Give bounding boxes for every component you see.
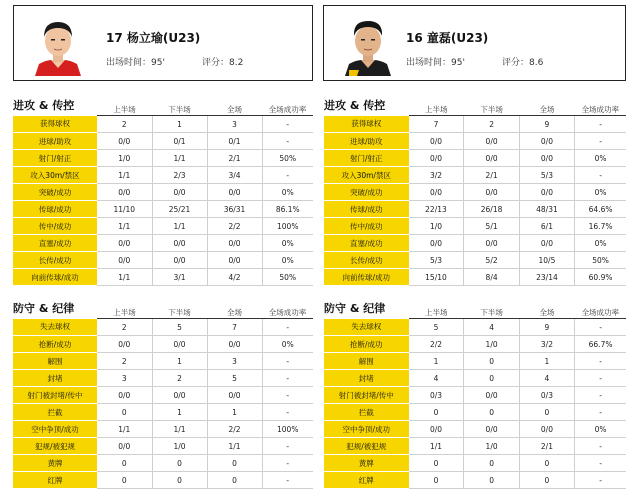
table-row [324, 133, 626, 150]
minutes-played: 出场时间：95' [406, 58, 465, 68]
stat-label: 空中争顶/成功 [324, 421, 409, 438]
stat-value: 5/3 [409, 252, 464, 269]
stat-value: 0 [519, 455, 574, 472]
stat-label: 传中/成功 [324, 218, 409, 235]
stat-value: 1/0 [464, 336, 519, 353]
table-row [324, 404, 626, 421]
table-row [13, 218, 313, 235]
stat-value: 0/1 [207, 133, 262, 150]
stat-value: 0/3 [519, 387, 574, 404]
stat-value: 0/3 [409, 387, 464, 404]
player-name: 16 童磊(U23) [406, 31, 489, 45]
stat-label: 突破/成功 [324, 184, 409, 201]
table-row [324, 235, 626, 252]
stat-value: 6/1 [519, 218, 574, 235]
table-row [324, 252, 626, 269]
stat-value: 0% [262, 184, 313, 201]
table-row [13, 167, 313, 184]
table-row [324, 201, 626, 218]
stat-value: 1 [152, 404, 207, 421]
column-header: 全场 [207, 103, 262, 116]
stat-value: 0/0 [152, 336, 207, 353]
table-row [13, 184, 313, 201]
stat-value: 0/0 [464, 421, 519, 438]
stat-value: 0 [409, 455, 464, 472]
header-empty-cell [324, 103, 409, 116]
stat-value: 9 [519, 319, 574, 336]
stat-value: 3/2 [519, 336, 574, 353]
stat-label: 拦截 [13, 404, 97, 421]
stat-value: 0 [519, 472, 574, 489]
stat-label: 直塞/成功 [324, 235, 409, 252]
stat-value: 22/13 [409, 201, 464, 218]
column-header: 全场成功率 [575, 103, 626, 116]
stat-label: 抢断/成功 [324, 336, 409, 353]
table-row [13, 455, 313, 472]
stat-value: 0/0 [519, 133, 574, 150]
stat-label: 向前传球/成功 [324, 269, 409, 286]
stat-label: 传中/成功 [13, 218, 97, 235]
stat-value: 0/0 [152, 235, 207, 252]
column-header: 下半场 [152, 103, 207, 116]
stat-label: 直塞/成功 [13, 235, 97, 252]
stat-label: 拦截 [324, 404, 409, 421]
table-row [324, 319, 626, 336]
column-header: 全场成功率 [262, 103, 313, 116]
stat-value: 2 [97, 353, 152, 370]
stat-value: 5/2 [464, 252, 519, 269]
stat-value: 2 [97, 319, 152, 336]
stat-value: - [262, 370, 313, 387]
stat-label: 向前传球/成功 [13, 269, 97, 286]
stat-value: 0/0 [409, 133, 464, 150]
table-row [13, 201, 313, 218]
table-header-row [13, 306, 313, 319]
stat-value: 1/0 [464, 438, 519, 455]
table-row [324, 184, 626, 201]
stat-value: 0 [97, 472, 152, 489]
stat-value: 1 [519, 353, 574, 370]
column-header: 上半场 [409, 306, 464, 319]
stat-value: 2/1 [464, 167, 519, 184]
table-row [13, 252, 313, 269]
stat-value: 1/1 [152, 150, 207, 167]
stat-value: 0/0 [207, 387, 262, 404]
stat-value: 2/2 [409, 336, 464, 353]
defense-stats-table [13, 306, 313, 489]
stat-label: 长传/成功 [13, 252, 97, 269]
table-row [13, 404, 313, 421]
stat-label: 射门/射正 [13, 150, 97, 167]
stat-value: 5 [207, 370, 262, 387]
stat-value: 1 [152, 116, 207, 133]
stat-value: 2 [97, 116, 152, 133]
table-row [13, 370, 313, 387]
stat-value: 2 [152, 370, 207, 387]
stat-value: - [262, 167, 313, 184]
stat-value: 5 [409, 319, 464, 336]
stat-value: 1/1 [97, 269, 152, 286]
stat-value: 15/10 [409, 269, 464, 286]
column-header: 全场 [519, 103, 574, 116]
stat-value: 0/0 [97, 438, 152, 455]
stat-value: - [575, 133, 626, 150]
table-row [324, 150, 626, 167]
stat-label: 抢断/成功 [13, 336, 97, 353]
stat-value: 4/2 [207, 269, 262, 286]
stat-value: 0 [464, 455, 519, 472]
stat-value: 0 [207, 455, 262, 472]
player-card-1 [13, 5, 313, 81]
header-empty-cell [13, 103, 97, 116]
stat-value: 11/10 [97, 201, 152, 218]
stat-label: 攻入30m/禁区 [13, 167, 97, 184]
stat-value: 50% [262, 150, 313, 167]
column-header: 上半场 [97, 306, 152, 319]
stat-value: - [262, 353, 313, 370]
stat-value: 1/0 [97, 150, 152, 167]
attack-section-title: 进攻 & 传控 [324, 99, 386, 112]
stat-value: - [262, 133, 313, 150]
stat-value: 0/0 [464, 184, 519, 201]
stat-value: 26/18 [464, 201, 519, 218]
stat-value: 0/0 [207, 235, 262, 252]
stat-value: 0 [464, 370, 519, 387]
table-row [324, 438, 626, 455]
stat-value: 2/3 [152, 167, 207, 184]
stat-value: 0 [464, 472, 519, 489]
table-row [324, 421, 626, 438]
stat-value: 5 [152, 319, 207, 336]
stat-value: - [575, 167, 626, 184]
table-row [13, 438, 313, 455]
table-row [13, 133, 313, 150]
stat-label: 失去球权 [324, 319, 409, 336]
stat-value: 3 [207, 353, 262, 370]
stat-value: 86.1% [262, 201, 313, 218]
table-row [324, 387, 626, 404]
stat-value: - [262, 438, 313, 455]
table-row [324, 353, 626, 370]
stat-label: 射门/射正 [324, 150, 409, 167]
player-rating: 评分：8.2 [202, 58, 244, 68]
stat-label: 解围 [324, 353, 409, 370]
stat-label: 封堵 [324, 370, 409, 387]
stat-value: 0/0 [97, 387, 152, 404]
stat-label: 犯规/被犯规 [324, 438, 409, 455]
stat-value: 0/0 [152, 387, 207, 404]
stat-value: 50% [262, 269, 313, 286]
defense-section-title: 防守 & 纪律 [324, 302, 386, 315]
stat-value: 0 [464, 404, 519, 421]
stat-value: 0 [409, 404, 464, 421]
stat-value: 1/1 [152, 421, 207, 438]
stat-value: 0/0 [464, 387, 519, 404]
stat-value: 0 [152, 472, 207, 489]
stat-value: 5/3 [519, 167, 574, 184]
stat-label: 黄牌 [13, 455, 97, 472]
stat-label: 失去球权 [13, 319, 97, 336]
stat-label: 犯规/被犯规 [13, 438, 97, 455]
column-header: 上半场 [97, 103, 152, 116]
stat-value: 0 [519, 404, 574, 421]
stat-value: 1 [409, 353, 464, 370]
stat-value: 0/0 [519, 184, 574, 201]
stat-value: - [575, 116, 626, 133]
table-row [13, 387, 313, 404]
stat-value: 16.7% [575, 218, 626, 235]
stat-value: 100% [262, 421, 313, 438]
table-row [324, 455, 626, 472]
stat-value: 0/0 [207, 252, 262, 269]
player-photo [339, 14, 397, 76]
stat-value: 9 [519, 116, 574, 133]
stat-value: 1/0 [152, 438, 207, 455]
stat-value: 0% [575, 421, 626, 438]
stat-value: 0 [152, 455, 207, 472]
stat-value: 1/1 [97, 167, 152, 184]
stat-value: - [262, 472, 313, 489]
stat-value: 0% [575, 150, 626, 167]
stat-value: 0/0 [409, 150, 464, 167]
stat-value: - [262, 404, 313, 421]
stat-value: 0/0 [519, 421, 574, 438]
stat-label: 突破/成功 [13, 184, 97, 201]
attack-stats-table [324, 103, 626, 286]
stat-value: 1/1 [409, 438, 464, 455]
stat-value: 2/1 [207, 150, 262, 167]
table-row [324, 116, 626, 133]
table-row [13, 336, 313, 353]
stat-value: 0/0 [152, 184, 207, 201]
defense-stats-table [324, 306, 626, 489]
stat-value: 1 [152, 353, 207, 370]
stat-value: 4 [409, 370, 464, 387]
stat-value: 10/5 [519, 252, 574, 269]
table-row [13, 235, 313, 252]
column-header: 下半场 [464, 306, 519, 319]
stat-label: 进球/助攻 [13, 133, 97, 150]
stat-value: - [575, 472, 626, 489]
attack-section-title: 进攻 & 传控 [13, 99, 75, 112]
stat-value: 48/31 [519, 201, 574, 218]
table-row [13, 116, 313, 133]
table-header-row [324, 306, 626, 319]
stat-value: 3/4 [207, 167, 262, 184]
stat-value: 66.7% [575, 336, 626, 353]
stat-value: 2/2 [207, 218, 262, 235]
stat-value: 0/0 [97, 252, 152, 269]
stat-value: 23/14 [519, 269, 574, 286]
stat-value: 0/0 [519, 150, 574, 167]
stat-value: 0/0 [409, 184, 464, 201]
table-header-row [13, 103, 313, 116]
player-name: 17 杨立瑜(U23) [106, 31, 201, 45]
stat-label: 获得球权 [13, 116, 97, 133]
player-card-2 [323, 5, 626, 81]
stat-value: - [262, 455, 313, 472]
stat-value: - [575, 370, 626, 387]
stat-value: 0 [464, 353, 519, 370]
column-header: 全场成功率 [575, 306, 626, 319]
table-row [324, 370, 626, 387]
stat-value: - [262, 116, 313, 133]
column-header: 全场 [519, 306, 574, 319]
stat-value: 1/1 [97, 421, 152, 438]
stat-value: 3 [207, 116, 262, 133]
stat-label: 红牌 [13, 472, 97, 489]
stat-value: 3/1 [152, 269, 207, 286]
stat-value: 64.6% [575, 201, 626, 218]
stat-label: 射门被封堵/传中 [13, 387, 97, 404]
stat-value: 2 [464, 116, 519, 133]
table-row [13, 319, 313, 336]
table-row [13, 472, 313, 489]
stat-value: 0% [262, 252, 313, 269]
stat-value: - [575, 319, 626, 336]
stat-label: 获得球权 [324, 116, 409, 133]
stat-value: - [575, 387, 626, 404]
stat-value: 4 [464, 319, 519, 336]
stat-label: 红牌 [324, 472, 409, 489]
stat-value: 60.9% [575, 269, 626, 286]
player-rating: 评分：8.6 [502, 58, 544, 68]
header-empty-cell [13, 306, 97, 319]
stat-label: 攻入30m/禁区 [324, 167, 409, 184]
stat-value: 0% [575, 235, 626, 252]
stat-value: - [575, 404, 626, 421]
stat-value: 0 [97, 455, 152, 472]
stat-value: 0/0 [97, 184, 152, 201]
stat-label: 进球/助攻 [324, 133, 409, 150]
stat-value: 0/0 [519, 235, 574, 252]
column-header: 下半场 [152, 306, 207, 319]
stat-value: 1/1 [152, 218, 207, 235]
stat-label: 空中争顶/成功 [13, 421, 97, 438]
stat-value: 50% [575, 252, 626, 269]
stat-value: 0/0 [97, 235, 152, 252]
defense-section-title: 防守 & 纪律 [13, 302, 75, 315]
table-row [324, 269, 626, 286]
table-row [324, 218, 626, 235]
stat-value: 0 [97, 404, 152, 421]
column-header: 下半场 [464, 103, 519, 116]
table-row [324, 167, 626, 184]
stat-value: 2/2 [207, 421, 262, 438]
stat-value: 7 [207, 319, 262, 336]
stat-value: 0% [575, 184, 626, 201]
table-row [324, 472, 626, 489]
stat-value: 0 [409, 472, 464, 489]
table-header-row [324, 103, 626, 116]
stat-value: 0 [207, 472, 262, 489]
stat-label: 长传/成功 [324, 252, 409, 269]
stat-value: 100% [262, 218, 313, 235]
table-row [13, 269, 313, 286]
stat-value: 36/31 [207, 201, 262, 218]
stat-value: 0% [262, 235, 313, 252]
stat-value: 1/1 [97, 218, 152, 235]
header-empty-cell [324, 306, 409, 319]
attack-stats-table [13, 103, 313, 286]
stat-value: - [262, 319, 313, 336]
stat-value: 0% [262, 336, 313, 353]
stat-value: - [575, 455, 626, 472]
table-row [13, 150, 313, 167]
stat-value: 0/0 [464, 235, 519, 252]
stat-label: 传球/成功 [324, 201, 409, 218]
stat-value: 0/1 [152, 133, 207, 150]
stat-value: 3 [97, 370, 152, 387]
stat-value: 7 [409, 116, 464, 133]
minutes-played: 出场时间：95' [106, 58, 165, 68]
stat-value: 0/0 [152, 252, 207, 269]
stat-value: 4 [519, 370, 574, 387]
player-photo [29, 14, 87, 76]
stat-value: 0/0 [409, 235, 464, 252]
table-row [13, 421, 313, 438]
stat-value: 25/21 [152, 201, 207, 218]
stat-value: 5/1 [464, 218, 519, 235]
stat-value: 0/0 [207, 184, 262, 201]
stat-value: 0/0 [464, 133, 519, 150]
stat-label: 解围 [13, 353, 97, 370]
stat-value: 1/1 [207, 438, 262, 455]
stat-value: - [575, 353, 626, 370]
stat-value: 8/4 [464, 269, 519, 286]
column-header: 上半场 [409, 103, 464, 116]
stat-label: 射门被封堵/传中 [324, 387, 409, 404]
stat-value: 0/0 [409, 421, 464, 438]
stat-value: 0/0 [207, 336, 262, 353]
table-row [324, 336, 626, 353]
column-header: 全场 [207, 306, 262, 319]
stat-value: 1/0 [409, 218, 464, 235]
stat-value: - [575, 438, 626, 455]
table-row [13, 353, 313, 370]
stat-value: 2/1 [519, 438, 574, 455]
stat-label: 传球/成功 [13, 201, 97, 218]
stat-value: - [262, 387, 313, 404]
column-header: 全场成功率 [262, 306, 313, 319]
stat-value: 3/2 [409, 167, 464, 184]
stat-label: 封堵 [13, 370, 97, 387]
stat-value: 1 [207, 404, 262, 421]
stat-value: 0/0 [97, 133, 152, 150]
stat-value: 0/0 [97, 336, 152, 353]
stat-value: 0/0 [464, 150, 519, 167]
stat-label: 黄牌 [324, 455, 409, 472]
